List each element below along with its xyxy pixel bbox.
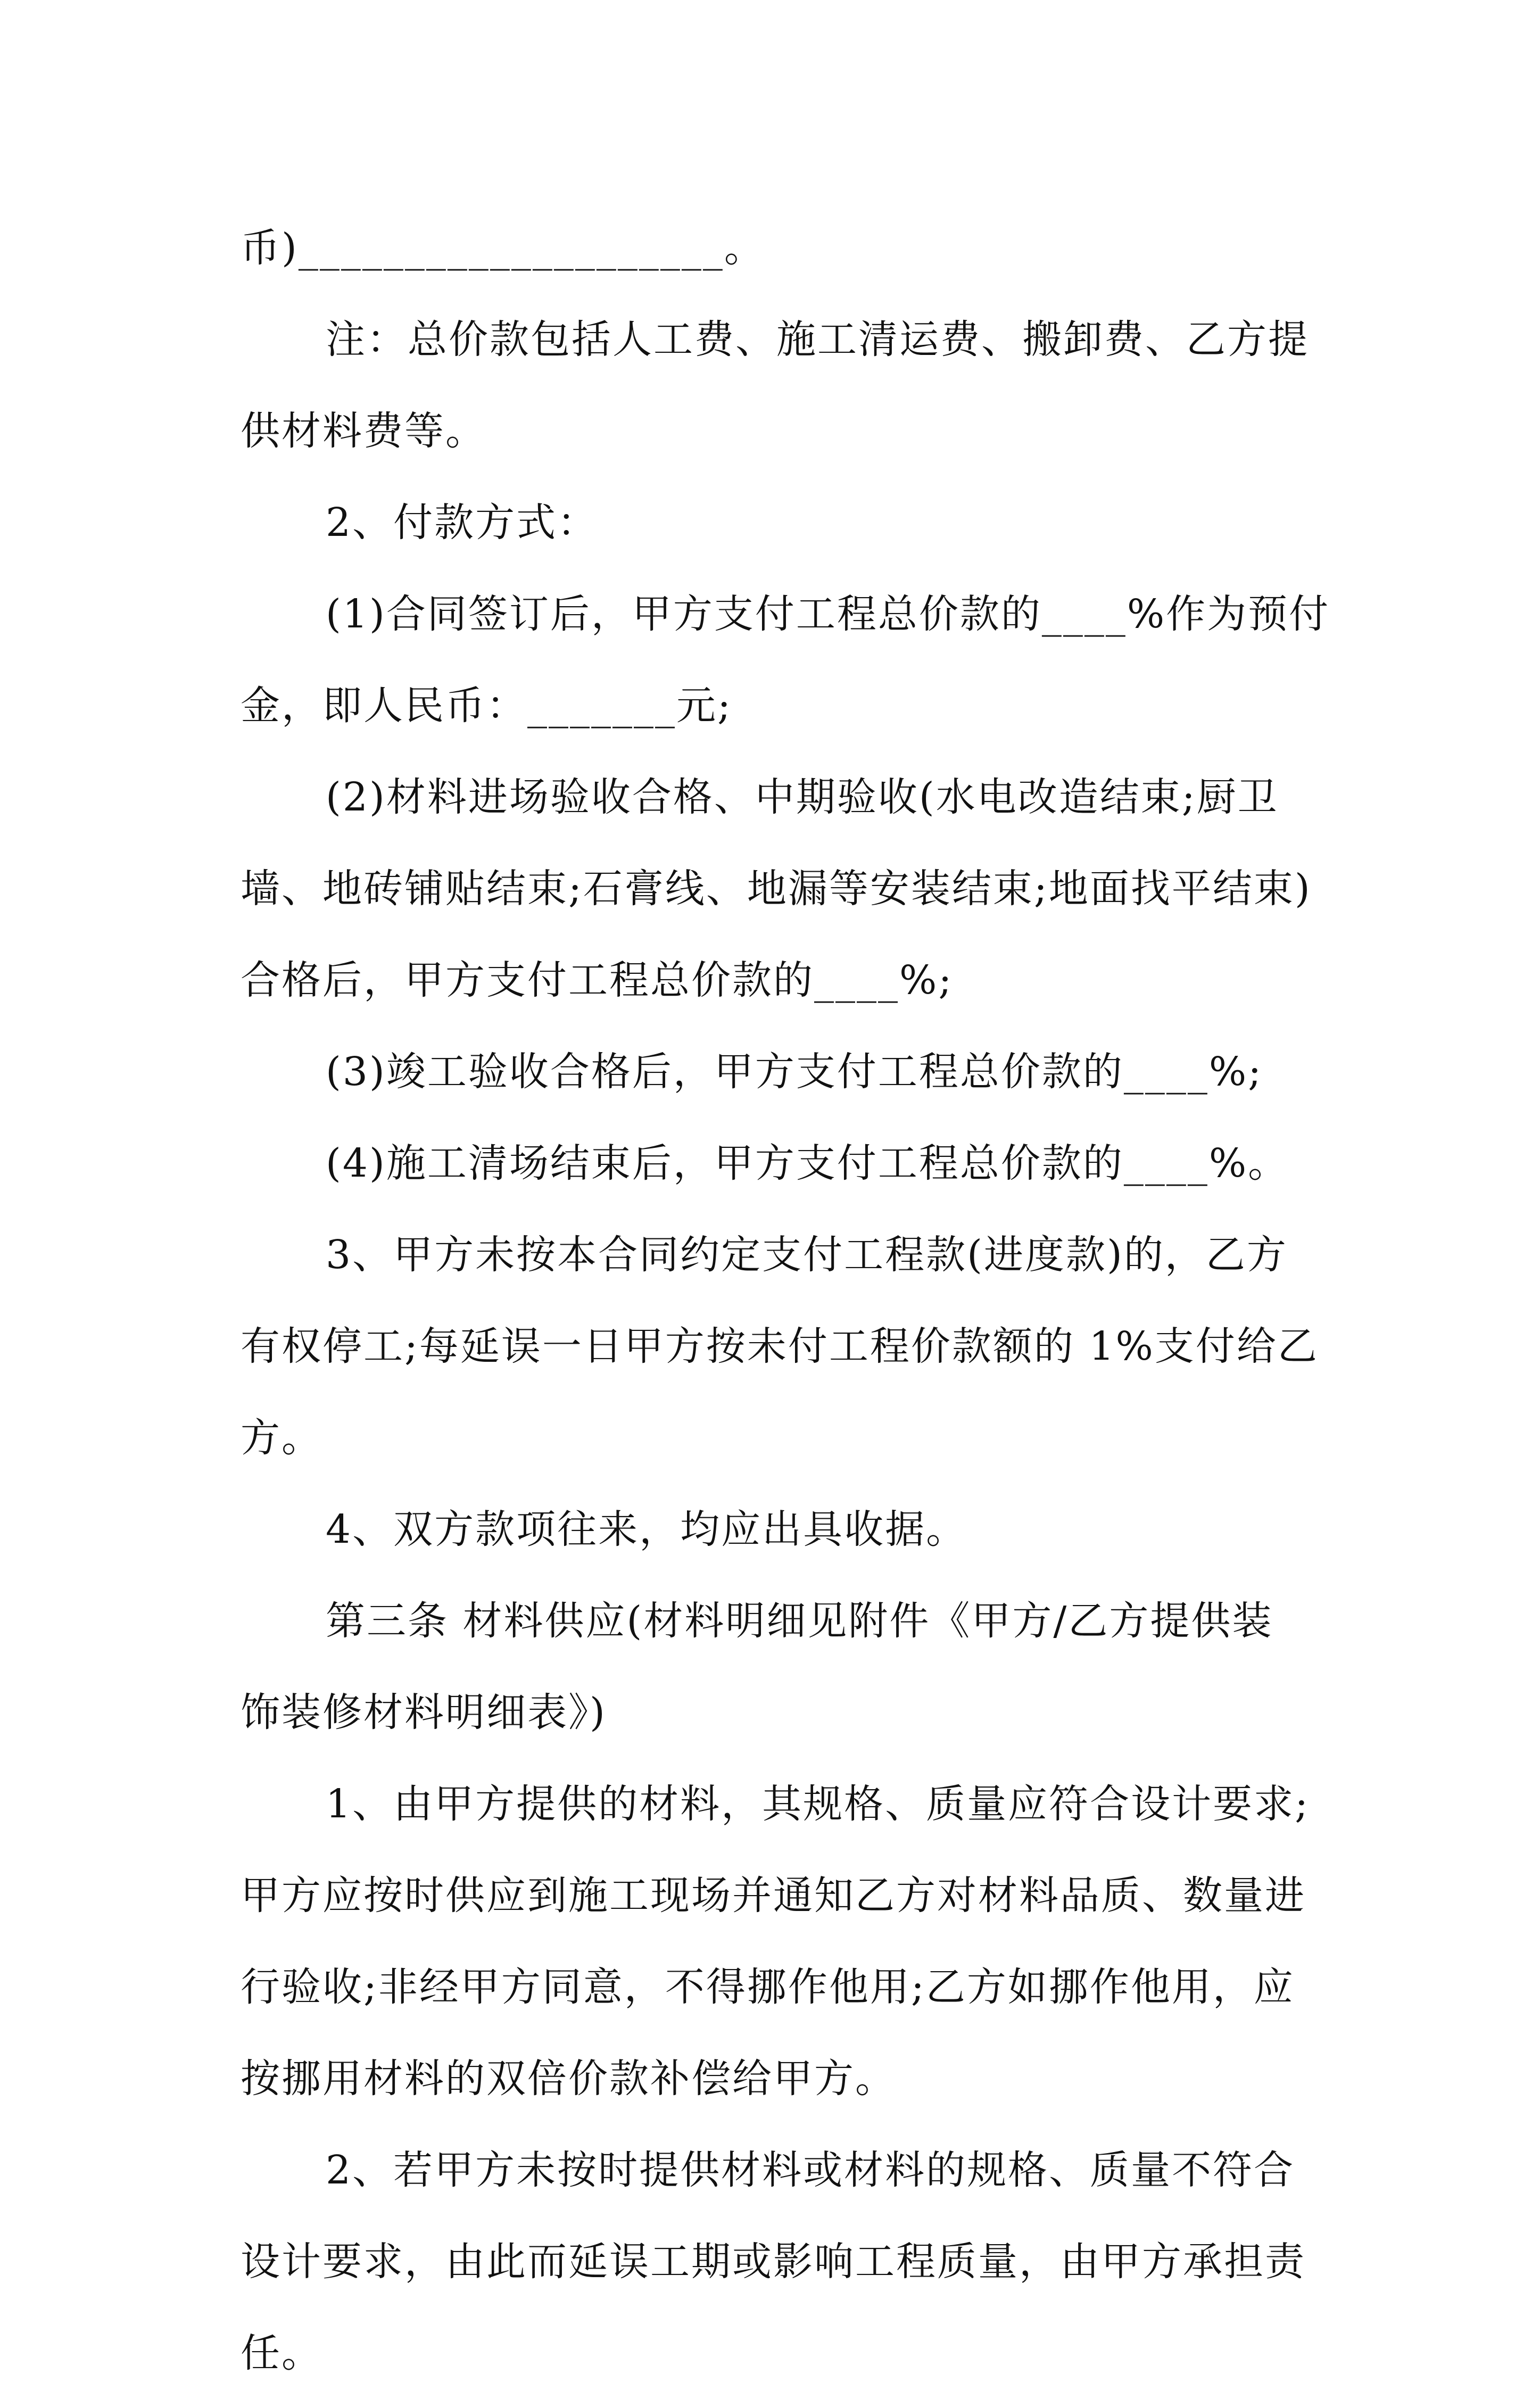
text-line: 合格后，甲方支付工程总价款的____%; <box>241 957 954 1003</box>
text-line: (4)施工清场结束后，甲方支付工程总价款的____%。 <box>326 1140 1289 1186</box>
text-line: 任。 <box>241 2330 322 2376</box>
text-line: 2、若甲方未按时提供材料或材料的规格、质量不符合 <box>326 2147 1295 2193</box>
text-line: (3)竣工验收合格后，甲方支付工程总价款的____%; <box>326 1049 1263 1095</box>
text-line: 行验收;非经甲方同意，不得挪作他用;乙方如挪作他用，应 <box>241 1964 1295 2010</box>
text-line: 1、由甲方提供的材料，其规格、质量应符合设计要求; <box>326 1781 1310 1827</box>
text-line: 金，即人民币：_______元; <box>241 683 732 729</box>
text-line: 3、甲方未按本合同约定支付工程款(进度款)的，乙方 <box>326 1232 1288 1278</box>
text-line: 设计要求，由此而延误工期或影响工程质量，由甲方承担责 <box>241 2239 1306 2285</box>
text-line: 2、付款方式： <box>326 500 599 545</box>
text-line: 有权停工;每延误一日甲方按未付工程价款额的 1%支付给乙 <box>241 1323 1319 1369</box>
text-line: 供材料费等。 <box>241 408 486 454</box>
text-line: 饰装修材料明细表》) <box>241 1690 607 1735</box>
text-line: 方。 <box>241 1415 322 1461</box>
document-body <box>241 202 1330 2399</box>
text-line: 墙、地砖铺贴结束;石膏线、地漏等安装结束;地面找平结束) <box>241 866 1312 912</box>
text-line: 币)____________________。 <box>241 225 765 271</box>
text-line: 4、双方款项往来，均应出具收据。 <box>326 1507 967 1552</box>
text-line: 甲方应按时供应到施工现场并通知乙方对材料品质、数量进 <box>241 1873 1306 1918</box>
text-line: (2)材料进场验收合格、中期验收(水电改造结束;厨卫 <box>326 774 1279 820</box>
text-line: 第三条 材料供应(材料明细见附件《甲方/乙方提供装 <box>326 1598 1273 1644</box>
text-line: 注：总价款包括人工费、施工清运费、搬卸费、乙方提 <box>326 317 1309 362</box>
text-line: (1)合同签订后，甲方支付工程总价款的____%作为预付 <box>326 591 1330 637</box>
text-line: 按挪用材料的双倍价款补偿给甲方。 <box>241 2056 896 2102</box>
